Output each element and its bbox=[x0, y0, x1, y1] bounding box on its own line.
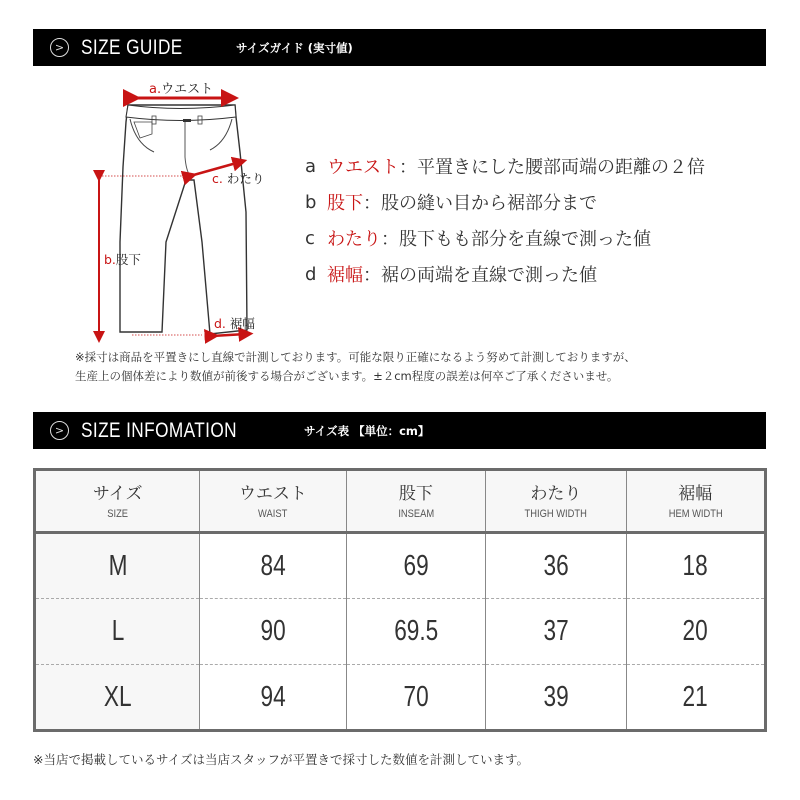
measurement-legend bbox=[305, 148, 705, 292]
size-info-title: SIZE INFOMATION bbox=[81, 418, 238, 442]
chevron-right-circle-icon: > bbox=[50, 421, 69, 440]
pants-measurement-diagram bbox=[90, 72, 280, 352]
hem-label: d. 裾幅 bbox=[214, 316, 255, 331]
note-line-2: 生産上の個体差により数値が前後する場合がございます。±２cm程度の誤差は何卒ご了承くださいませ。 bbox=[75, 369, 619, 383]
size-guide-header bbox=[33, 29, 766, 66]
size-info-subtitle: サイズ表 【単位：cm】 bbox=[304, 423, 430, 438]
size-guide-title: SIZE GUIDE bbox=[81, 35, 183, 59]
column-header-inseam: 股下 INSEAM bbox=[346, 470, 486, 533]
legend-item-waist: a ウエスト ：平置きにした腰部両端の距離の２倍 bbox=[305, 155, 705, 178]
waist-cell: 84 bbox=[200, 533, 346, 599]
inseam-cell: 69.5 bbox=[346, 599, 486, 665]
column-header-hem: 裾幅 HEM WIDTH bbox=[626, 470, 765, 533]
thigh-cell: 39 bbox=[486, 665, 626, 731]
thigh-cell: 36 bbox=[486, 533, 626, 599]
note-line-1: ※採寸は商品を平置きにし直線で計測しております。可能な限り正確になるよう努めて計測しておりますが、 bbox=[75, 350, 636, 364]
table-row bbox=[35, 533, 766, 599]
size-guide-subtitle: サイズガイド (実寸値) bbox=[236, 40, 353, 55]
hem-cell: 20 bbox=[626, 599, 765, 665]
thigh-label: c. わたり bbox=[212, 171, 265, 186]
size-cell: XL bbox=[35, 665, 200, 731]
column-header-waist: ウエスト WAIST bbox=[200, 470, 346, 533]
thigh-cell: 37 bbox=[486, 599, 626, 665]
legend-item-thigh: c わたり ：股下もも部分を直線で測った値 bbox=[305, 227, 651, 250]
column-header-thigh: わたり THIGH WIDTH bbox=[486, 470, 626, 533]
column-header-size: サイズ SIZE bbox=[35, 470, 200, 533]
legend-item-hem: d 裾幅 ：裾の両端を直線で測った値 bbox=[305, 263, 597, 286]
hem-cell: 18 bbox=[626, 533, 765, 599]
size-cell: M bbox=[35, 533, 200, 599]
pants-illustration-icon bbox=[90, 72, 280, 352]
size-cell: L bbox=[35, 599, 200, 665]
waist-cell: 94 bbox=[200, 665, 346, 731]
table-header-row bbox=[35, 470, 766, 533]
inseam-label: b.股下 bbox=[104, 252, 141, 267]
inseam-cell: 70 bbox=[346, 665, 486, 731]
size-table bbox=[33, 468, 767, 732]
waist-label: a.ウエスト bbox=[149, 82, 214, 97]
hem-cell: 21 bbox=[626, 665, 765, 731]
legend-item-inseam: b 股下 ：股の縫い目から裾部分まで bbox=[305, 191, 597, 214]
size-info-header bbox=[33, 412, 766, 449]
table-row bbox=[35, 665, 766, 731]
footer-note: ※当店で掲載しているサイズは当店スタッフが平置きで採寸した数値を計測しています。 bbox=[33, 752, 529, 767]
waist-cell: 90 bbox=[200, 599, 346, 665]
chevron-right-circle-icon: > bbox=[50, 38, 69, 57]
inseam-cell: 69 bbox=[346, 533, 486, 599]
table-row bbox=[35, 599, 766, 665]
measurement-note bbox=[75, 348, 636, 386]
